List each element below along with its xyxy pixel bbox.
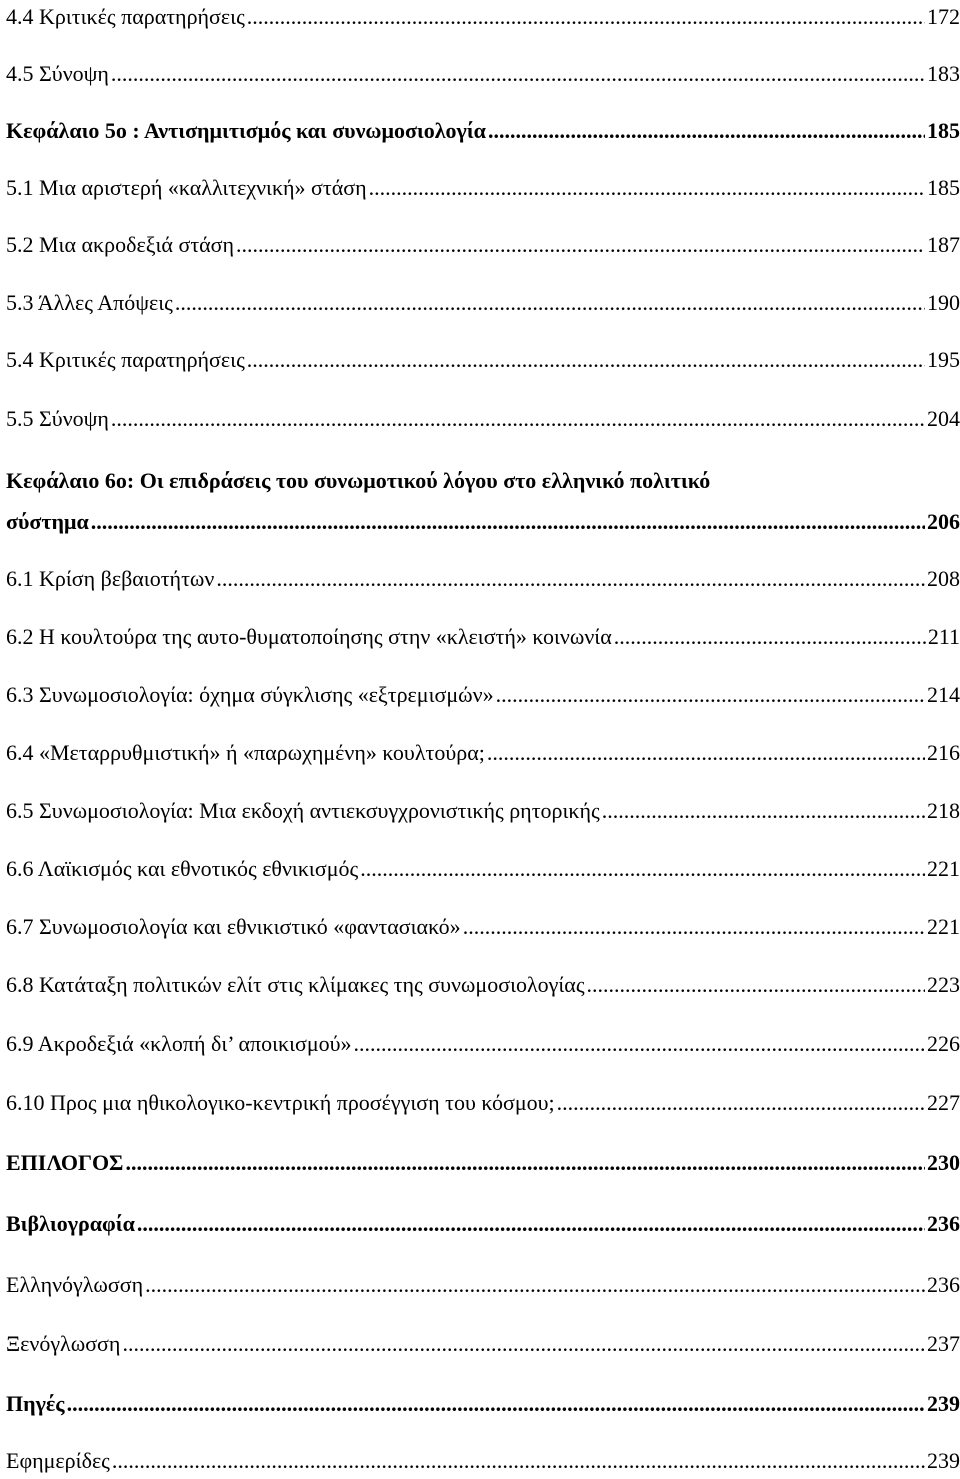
toc-entry-page: 221 bbox=[927, 856, 960, 881]
toc-entry-page: 236 bbox=[927, 1272, 960, 1297]
toc-entry[interactable] bbox=[6, 2, 960, 32]
toc-entry-page: 187 bbox=[927, 232, 960, 257]
toc-entry[interactable] bbox=[6, 854, 960, 884]
toc-entry-title: σύστημα bbox=[6, 509, 89, 534]
toc-entry-page: 239 bbox=[927, 1391, 960, 1416]
dot-leader bbox=[360, 854, 925, 884]
dot-leader bbox=[354, 1029, 925, 1059]
toc-entry-page: 230 bbox=[927, 1150, 960, 1175]
toc-entry[interactable] bbox=[6, 173, 960, 203]
toc-entry-title: Εφημερίδες bbox=[6, 1448, 110, 1473]
toc-entry[interactable] bbox=[6, 796, 960, 826]
toc-entry[interactable] bbox=[6, 1329, 960, 1359]
toc-chapter-entry[interactable] bbox=[6, 1389, 960, 1419]
toc-entry[interactable] bbox=[6, 59, 960, 89]
dot-leader bbox=[247, 2, 925, 32]
toc-entry-title: 6.3 Συνωμοσιολογία: όχημα σύγκλισης «εξτρεμισμών» bbox=[6, 682, 494, 707]
toc-entry-page: 227 bbox=[927, 1090, 960, 1115]
toc-chapter-entry[interactable] bbox=[6, 507, 960, 537]
dot-leader bbox=[67, 1389, 925, 1419]
dot-leader bbox=[111, 59, 925, 89]
toc-entry[interactable] bbox=[6, 345, 960, 375]
toc-entry-title: 6.2 Η κουλτούρα της αυτο-θυματοποίησης στην «κλειστή» κοινωνία bbox=[6, 624, 612, 649]
toc-entry[interactable] bbox=[6, 1446, 960, 1476]
dot-leader bbox=[487, 738, 925, 768]
toc-entry-page: 226 bbox=[927, 1031, 960, 1056]
toc-entry[interactable] bbox=[6, 738, 960, 768]
toc-entry-page: 208 bbox=[927, 566, 960, 591]
dot-leader bbox=[145, 1270, 925, 1300]
toc-entry[interactable] bbox=[6, 288, 960, 318]
toc-entry[interactable] bbox=[6, 1029, 960, 1059]
toc-entry-page: 195 bbox=[927, 347, 960, 372]
toc-entry-page: 190 bbox=[927, 290, 960, 315]
dot-leader bbox=[488, 116, 925, 146]
dot-leader bbox=[91, 507, 925, 537]
dot-leader bbox=[236, 230, 925, 260]
toc-entry-title: 5.3 Άλλες Απόψεις bbox=[6, 290, 173, 315]
dot-leader bbox=[216, 564, 925, 594]
dot-leader bbox=[122, 1329, 925, 1359]
toc-entry-page: 185 bbox=[927, 118, 960, 143]
toc-entry[interactable] bbox=[6, 230, 960, 260]
dot-leader bbox=[496, 680, 925, 710]
dot-leader bbox=[125, 1148, 925, 1178]
toc-entry-page: 204 bbox=[927, 406, 960, 431]
toc-entry-page: 172 bbox=[927, 4, 960, 29]
toc-entry[interactable] bbox=[6, 404, 960, 434]
toc-entry-title: 5.5 Σύνοψη bbox=[6, 406, 109, 431]
toc-entry-page: 221 bbox=[927, 914, 960, 939]
toc-entry-title: 6.1 Κρίση βεβαιοτήτων bbox=[6, 566, 215, 591]
toc-entry-page: 239 bbox=[927, 1448, 960, 1473]
toc-entry-title: 6.8 Κατάταξη πολιτικών ελίτ στις κλίμακες της συνωμοσιολογίας bbox=[6, 972, 585, 997]
toc-entry-title: 6.7 Συνωμοσιολογία και εθνικιστικό «φαντασιακό» bbox=[6, 914, 461, 939]
toc-entry-title: 4.5 Σύνοψη bbox=[6, 61, 109, 86]
toc-entry-title: 6.9 Ακροδεξιά «κλοπή δι’ αποικισμού» bbox=[6, 1031, 352, 1056]
toc-entry-title: Κεφάλαιο 5ο : Αντισημιτισμός και συνωμοσιολογία bbox=[6, 118, 486, 143]
toc-entry-page: 211 bbox=[927, 624, 960, 649]
toc-chapter-entry[interactable] bbox=[6, 116, 960, 146]
toc-entry[interactable] bbox=[6, 970, 960, 1000]
dot-leader bbox=[557, 1088, 925, 1118]
toc-entry-title: Ελληνόγλωσση bbox=[6, 1272, 144, 1297]
toc-entry-title: 5.2 Μια ακροδεξιά στάση bbox=[6, 232, 235, 257]
dot-leader bbox=[137, 1209, 925, 1239]
dot-leader bbox=[463, 912, 925, 942]
toc-entry-title: Ξενόγλωσση bbox=[6, 1331, 121, 1356]
toc-entry-page: 185 bbox=[927, 175, 960, 200]
dot-leader bbox=[112, 1446, 925, 1476]
dot-leader bbox=[614, 622, 926, 652]
toc-entry-page: 223 bbox=[927, 972, 960, 997]
toc-entry-page: 183 bbox=[927, 61, 960, 86]
toc-entry-title-line1: Κεφάλαιο 6ο: Οι επιδράσεις του συνωμοτικού λόγου στο ελληνικό πολιτικό bbox=[6, 468, 711, 493]
toc-entry-title: ΕΠΙΛΟΓΟΣ bbox=[6, 1150, 124, 1175]
toc-entry[interactable] bbox=[6, 1270, 960, 1300]
dot-leader bbox=[247, 345, 925, 375]
toc-entry-title: 6.6 Λαϊκισμός και εθνοτικός εθνικισμός bbox=[6, 856, 359, 881]
toc-entry-title: 6.10 Προς μια ηθικολογικο-κεντρική προσέγγιση του κόσμου; bbox=[6, 1090, 555, 1115]
toc-entry-title: Βιβλιογραφία bbox=[6, 1211, 135, 1236]
toc-entry-title: 4.4 Κριτικές παρατηρήσεις bbox=[6, 4, 245, 29]
dot-leader bbox=[602, 796, 925, 826]
dot-leader bbox=[587, 970, 925, 1000]
toc-entry-page: 237 bbox=[927, 1331, 960, 1356]
toc-chapter-entry[interactable] bbox=[6, 1209, 960, 1239]
toc-entry-title: 6.5 Συνωμοσιολογία: Μια εκδοχή αντιεκσυγχρονιστικής ρητορικής bbox=[6, 798, 600, 823]
toc-entry[interactable] bbox=[6, 564, 960, 594]
dot-leader bbox=[369, 173, 925, 203]
toc-chapter-entry-line1[interactable] bbox=[6, 466, 960, 496]
dot-leader bbox=[175, 288, 925, 318]
toc-entry[interactable] bbox=[6, 1088, 960, 1118]
toc-entry-page: 216 bbox=[927, 740, 960, 765]
toc-entry[interactable] bbox=[6, 622, 960, 652]
toc-entry-page: 206 bbox=[927, 509, 960, 534]
toc-entry-title: 6.4 «Μεταρρυθμιστική» ή «παρωχημένη» κουλτούρα; bbox=[6, 740, 485, 765]
dot-leader bbox=[111, 404, 925, 434]
toc-entry-title: 5.4 Κριτικές παρατηρήσεις bbox=[6, 347, 245, 372]
toc-entry-page: 214 bbox=[927, 682, 960, 707]
toc-entry-page: 236 bbox=[927, 1211, 960, 1236]
toc-entry[interactable] bbox=[6, 912, 960, 942]
toc-chapter-entry[interactable] bbox=[6, 1148, 960, 1178]
toc-entry-page: 218 bbox=[927, 798, 960, 823]
toc-entry-title: 5.1 Μια αριστερή «καλλιτεχνική» στάση bbox=[6, 175, 367, 200]
toc-entry-title: Πηγές bbox=[6, 1391, 65, 1416]
toc-entry[interactable] bbox=[6, 680, 960, 710]
